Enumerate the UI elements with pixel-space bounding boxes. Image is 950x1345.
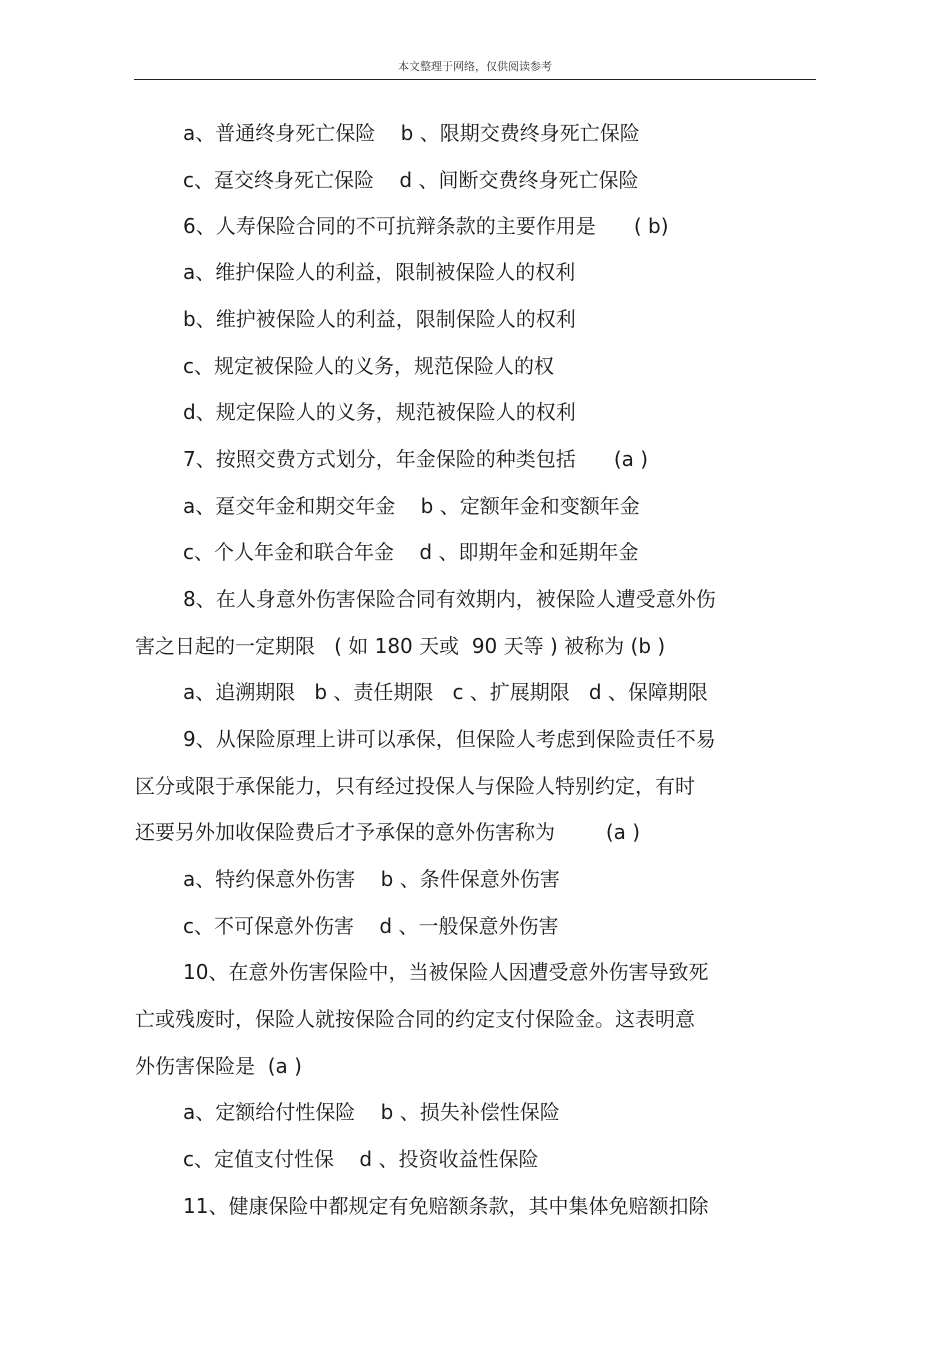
text-line: 10、在意外伤害保险中，当被保险人因遭受意外伤害导致死: [183, 960, 709, 984]
text-line: 区分或限于承保能力，只有经过投保人与保险人特别约定，有时: [135, 774, 695, 798]
text-line: a、定额给付性保险 b 、损失补偿性保险: [183, 1100, 560, 1124]
text-line: 亡或残废时，保险人就按保险合同的约定支付保险金。这表明意: [135, 1007, 695, 1031]
text-line: c、不可保意外伤害 d 、一般保意外伤害: [183, 914, 559, 938]
text-line: 7、按照交费方式划分，年金保险的种类包括 (a ): [183, 447, 649, 471]
text-line: 外伤害保险是 (a ): [135, 1054, 302, 1078]
text-line: 8、在人身意外伤害保险合同有效期内，被保险人遭受意外伤: [183, 587, 716, 611]
text-line: 9、从保险原理上讲可以承保，但保险人考虑到保险责任不易: [183, 727, 716, 751]
text-line: a、追溯期限 b 、责任期限 c 、扩展期限 d 、保障期限: [183, 680, 708, 704]
text-line: c、个人年金和联合年金 d 、即期年金和延期年金: [183, 540, 639, 564]
text-line: d、规定保险人的义务，规范被保险人的权利: [183, 400, 576, 424]
text-line: c、趸交终身死亡保险 d 、间断交费终身死亡保险: [183, 168, 639, 192]
text-line: 11、健康保险中都规定有免赔额条款，其中集体免赔额扣除: [183, 1194, 709, 1218]
text-line: 害之日起的一定期限 ( 如 180 天或 90 天等 ) 被称为 (b ): [135, 634, 666, 658]
text-line: c、规定被保险人的义务，规范保险人的权: [183, 354, 554, 378]
text-line: 还要另外加收保险费后才予承保的意外伤害称为 (a ): [135, 820, 641, 844]
text-line: c、定值支付性保 d 、投资收益性保险: [183, 1147, 539, 1171]
text-line: b、维护被保险人的利益，限制保险人的权利: [183, 307, 576, 331]
text-line: a、趸交年金和期交年金 b 、定额年金和变额年金: [183, 494, 640, 518]
text-line: 6、人寿保险合同的不可抗辩条款的主要作用是 ( b): [183, 214, 669, 238]
header-divider: [134, 79, 816, 80]
text-line: a、普通终身死亡保险 b 、限期交费终身死亡保险: [183, 121, 640, 145]
text-line: a、特约保意外伤害 b 、条件保意外伤害: [183, 867, 560, 891]
page-header: 本文整理于网络，仅供阅读参考: [398, 60, 552, 73]
text-line: a、维护保险人的利益，限制被保险人的权利: [183, 260, 576, 284]
